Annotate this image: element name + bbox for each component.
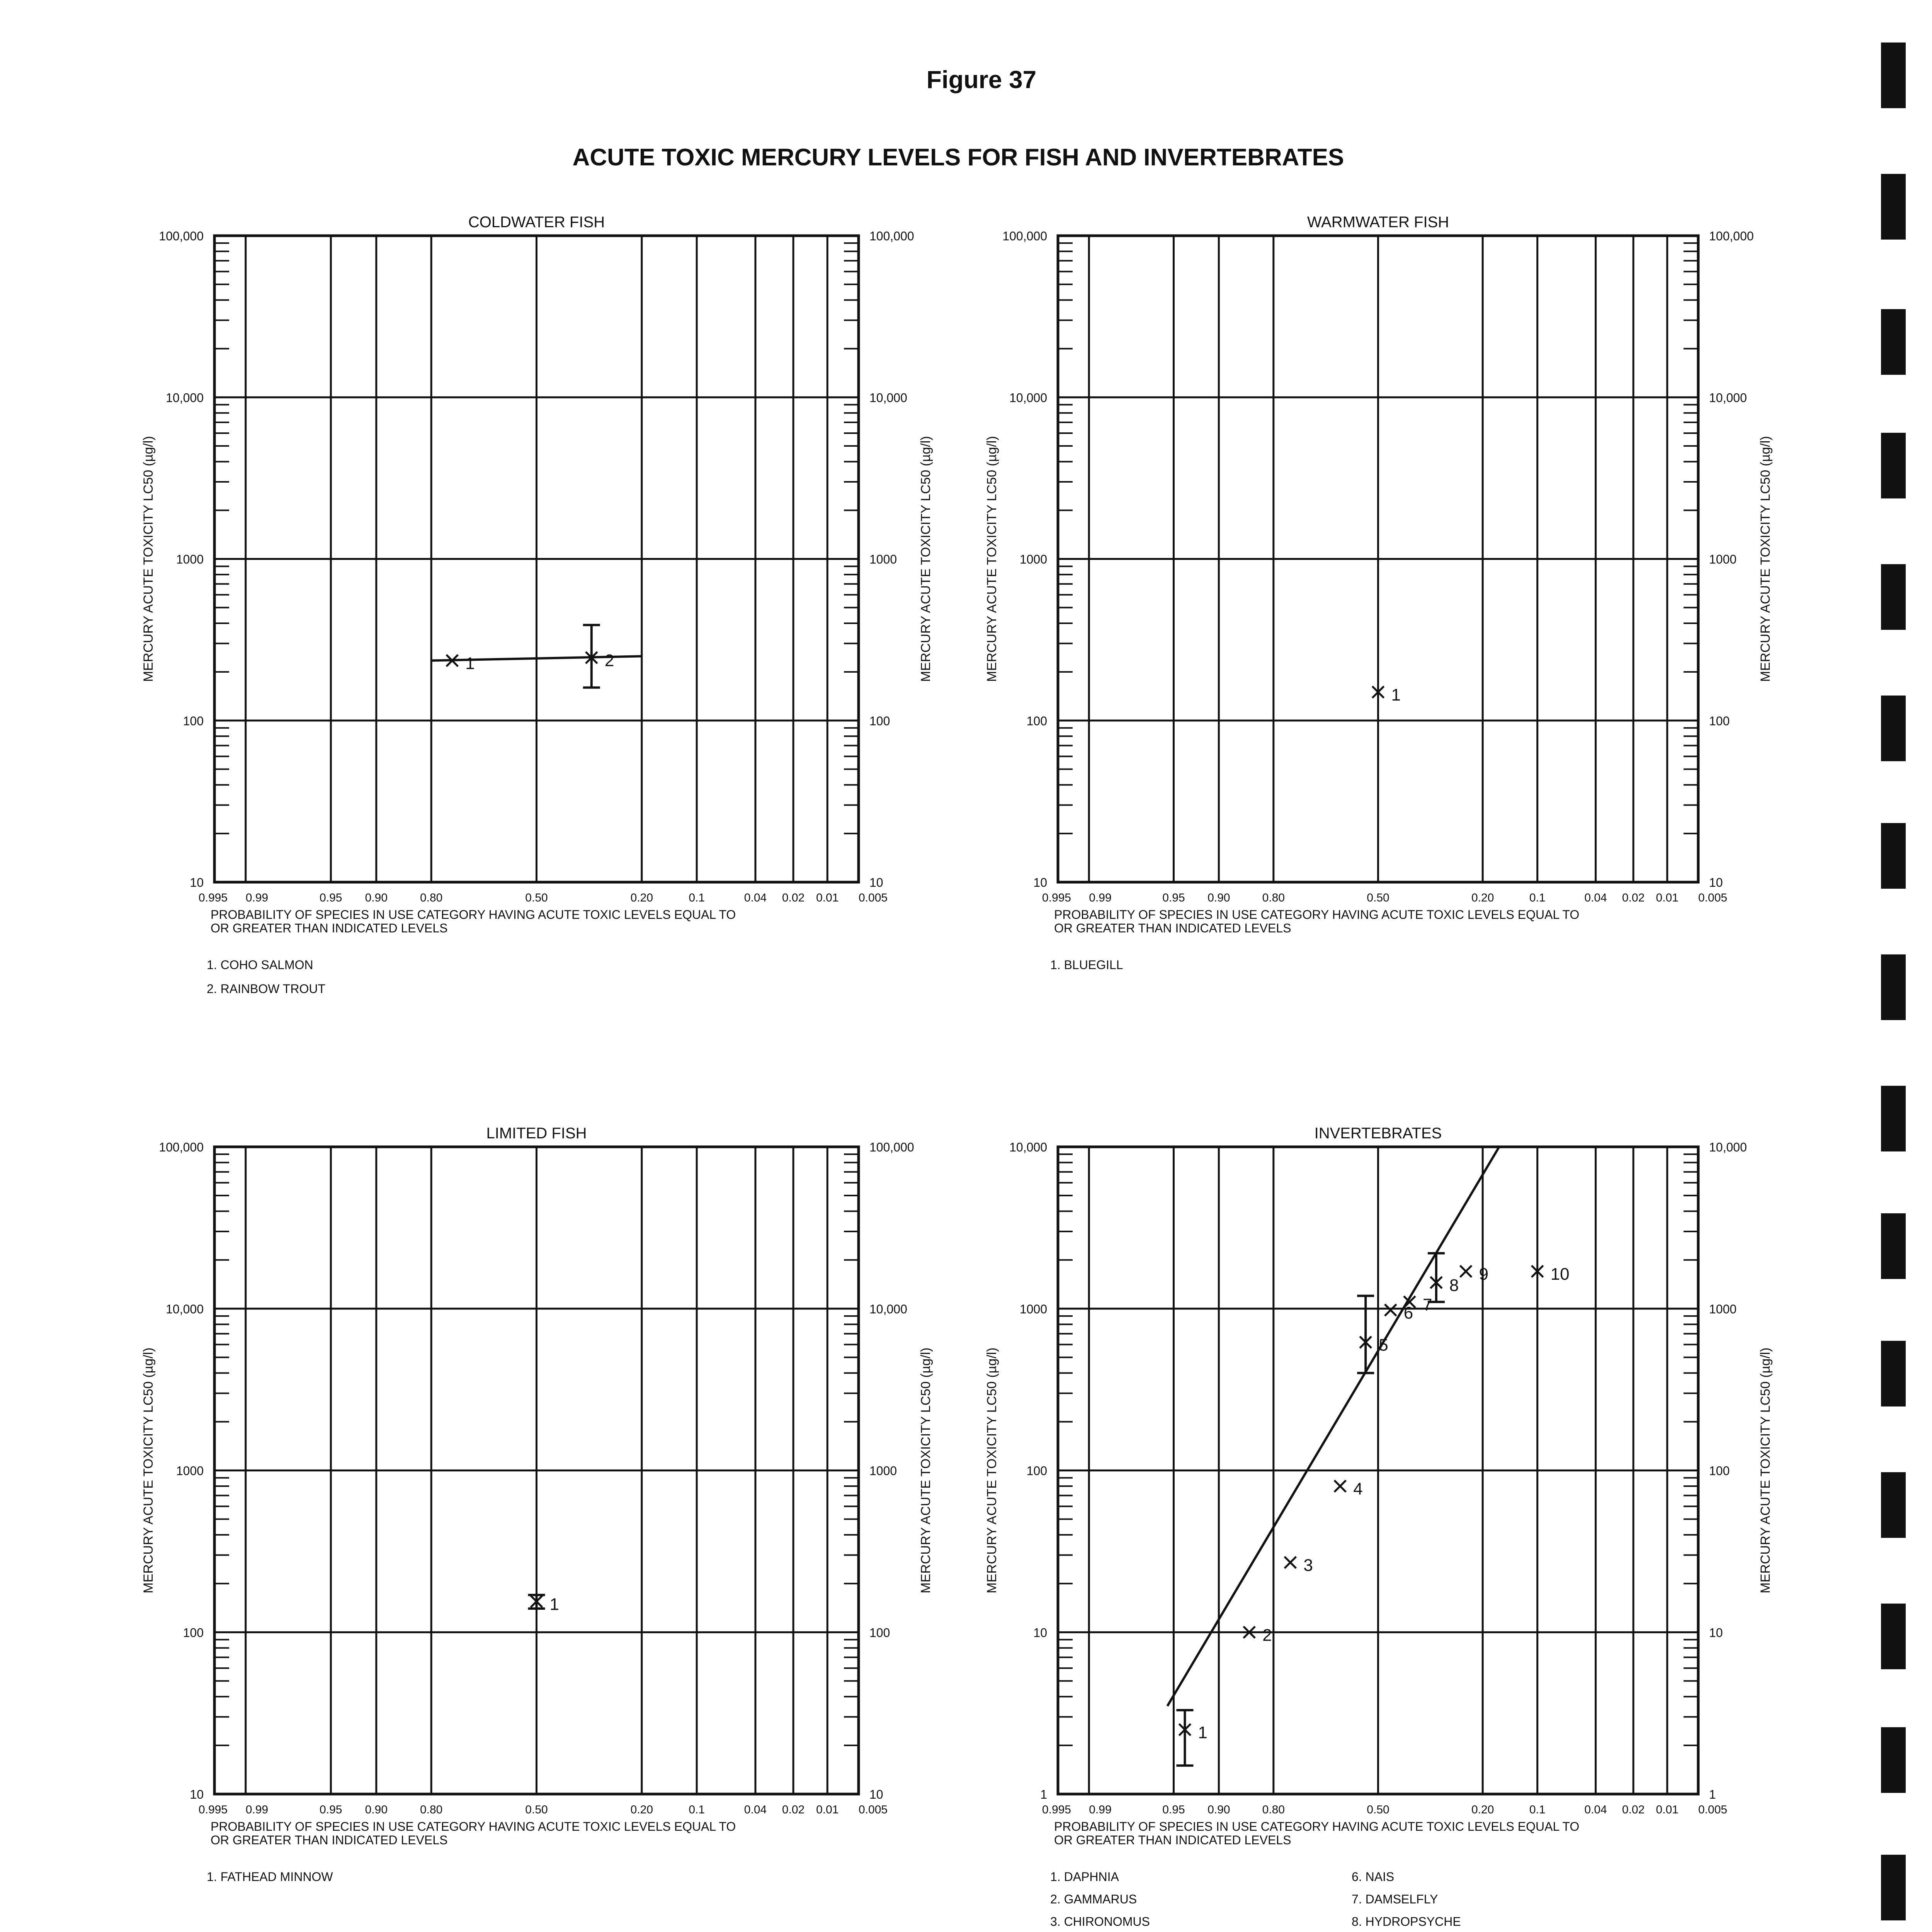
x-tick-label: 0.99 [245,1803,269,1816]
binder-mark [1881,1604,1906,1669]
species-label: 1. BLUEGILL [1050,958,1123,972]
y-tick-label: 100,000 [1002,229,1047,243]
x-tick-label: 0.04 [1584,891,1607,904]
point-label: 1 [465,654,475,673]
x-tick-label: 0.01 [1656,891,1679,904]
y-tick-label: 10,000 [1709,391,1747,405]
y-tick-label: 100 [869,714,890,728]
x-tick-label: 0.99 [1089,1803,1112,1816]
point-label: 9 [1479,1265,1489,1284]
chart-title: LIMITED FISH [486,1125,587,1142]
y-tick-label: 100 [1026,1464,1047,1478]
y-axis-title: MERCURY ACUTE TOXICITY LC50 (µg/l) [918,436,933,682]
y-tick-label: 10,000 [1009,391,1047,405]
x-axis-title: OR GREATER THAN INDICATED LEVELS [1054,1833,1291,1847]
y-tick-label: 100 [1026,714,1047,728]
x-tick-label: 0.04 [1584,1803,1607,1816]
x-tick-label: 0.01 [816,1803,839,1816]
species-label: 3. CHIRONOMUS [1050,1915,1150,1929]
x-tick-label: 0.1 [1529,1803,1546,1816]
x-tick-label: 0.90 [1208,891,1230,904]
x-tick-label: 0.99 [245,891,269,904]
binder-mark [1881,433,1906,498]
y-tick-label: 10 [1709,876,1723,889]
x-tick-label: 0.20 [1471,891,1494,904]
species-label: 6. NAIS [1352,1870,1395,1884]
y-tick-label: 10 [1033,1626,1047,1640]
data-point-3 [1284,1556,1313,1575]
x-tick-label: 0.80 [420,891,443,904]
chart-title: COLDWATER FISH [468,214,605,231]
species-label: 8. HYDROPSYCHE [1352,1915,1461,1929]
data-point-2 [1243,1626,1272,1645]
x-tick-label: 0.01 [1656,1803,1679,1816]
figure-label: Figure 37 [926,66,1037,94]
binder-mark [1881,1341,1906,1406]
x-axis-title: PROBABILITY OF SPECIES IN USE CATEGORY HAVING ACUTE TOXIC LEVELS EQUAL TO [1054,908,1580,922]
data-point-1 [446,654,474,673]
y-tick-label: 10,000 [869,1302,907,1316]
y-axis-title: MERCURY ACUTE TOXICITY LC50 (µg/l) [141,436,156,682]
data-point-9 [1460,1265,1488,1284]
data-point-6 [1385,1303,1413,1322]
species-label: 2. GAMMARUS [1050,1892,1137,1906]
x-tick-label: 0.50 [525,1803,548,1816]
binder-mark [1881,174,1906,240]
point-label: 2 [1262,1626,1272,1645]
x-tick-label: 0.90 [1208,1803,1230,1816]
y-tick-label: 1000 [869,552,897,566]
x-tick-label: 0.005 [1698,1803,1728,1816]
regression-line [1167,1147,1499,1706]
binder-mark [1881,1855,1906,1920]
binder-mark [1881,954,1906,1020]
x-tick-label: 0.005 [1698,891,1728,904]
x-tick-label: 0.04 [744,891,767,904]
x-tick-label: 0.02 [1622,1803,1645,1816]
x-tick-label: 0.95 [320,891,342,904]
x-tick-label: 0.50 [1367,1803,1389,1816]
y-tick-label: 10 [869,1787,883,1801]
x-tick-label: 0.50 [525,891,548,904]
binder-mark [1881,1213,1906,1279]
x-tick-label: 0.20 [630,1803,653,1816]
point-label: 4 [1353,1480,1363,1499]
y-tick-label: 10 [190,876,204,889]
x-tick-label: 0.04 [744,1803,767,1816]
y-axis-title: MERCURY ACUTE TOXICITY LC50 (µg/l) [918,1347,933,1594]
y-tick-label: 1 [1709,1787,1716,1801]
point-label: 6 [1403,1303,1413,1323]
x-tick-label: 0.02 [782,1803,805,1816]
y-tick-label: 1 [1040,1787,1047,1801]
y-axis-title: MERCURY ACUTE TOXICITY LC50 (µg/l) [1758,1347,1773,1594]
chart-coldwater-fish [141,214,933,996]
chart-limited-fish [141,1125,933,1884]
x-tick-label: 0.005 [859,891,888,904]
chart-title: INVERTEBRATES [1314,1125,1442,1142]
y-tick-label: 100 [183,1626,204,1640]
point-label: 7 [1422,1295,1432,1315]
y-axis-title: MERCURY ACUTE TOXICITY LC50 (µg/l) [1758,436,1773,682]
y-tick-label: 100 [1709,714,1730,728]
y-tick-label: 1000 [176,552,204,566]
binder-mark [1881,1086,1906,1151]
x-axis-title: PROBABILITY OF SPECIES IN USE CATEGORY HAVING ACUTE TOXIC LEVELS EQUAL TO [211,908,736,922]
x-tick-label: 0.02 [1622,891,1645,904]
y-tick-label: 100,000 [159,1140,204,1154]
y-tick-label: 100,000 [869,229,914,243]
x-tick-label: 0.01 [816,891,839,904]
binder-mark [1881,696,1906,761]
x-axis-title: PROBABILITY OF SPECIES IN USE CATEGORY HAVING ACUTE TOXIC LEVELS EQUAL TO [1054,1820,1580,1833]
y-tick-label: 1000 [176,1464,204,1478]
binder-mark [1881,1472,1906,1538]
x-tick-label: 0.80 [1262,1803,1285,1816]
x-tick-label: 0.95 [1162,1803,1185,1816]
species-label: 2. RAINBOW TROUT [207,982,325,996]
point-label: 1 [549,1595,559,1614]
y-tick-label: 10,000 [869,391,907,405]
x-tick-label: 0.1 [689,891,705,904]
chart-warmwater-fish [985,214,1773,972]
y-tick-label: 100 [869,1626,890,1640]
data-point-4 [1334,1480,1362,1498]
x-tick-label: 0.1 [1529,891,1546,904]
x-axis-title: OR GREATER THAN INDICATED LEVELS [211,921,448,935]
x-tick-label: 0.02 [782,891,805,904]
y-tick-label: 1000 [1019,1302,1047,1316]
y-axis-title: MERCURY ACUTE TOXICITY LC50 (µg/l) [985,1347,999,1594]
y-tick-label: 10 [1709,1626,1723,1640]
binder-mark [1881,43,1906,108]
x-axis-title: OR GREATER THAN INDICATED LEVELS [211,1833,448,1847]
x-tick-label: 0.1 [689,1803,705,1816]
x-tick-label: 0.90 [365,891,388,904]
figure-title: ACUTE TOXIC MERCURY LEVELS FOR FISH AND INVERTEBRATES [572,144,1344,171]
data-point-1 [1372,685,1401,704]
point-label: 10 [1550,1265,1570,1284]
y-axis-title: MERCURY ACUTE TOXICITY LC50 (µg/l) [985,436,999,682]
point-label: 5 [1379,1335,1388,1355]
y-tick-label: 10,000 [1709,1140,1747,1154]
data-point-1 [528,1595,559,1614]
data-point-1 [1176,1710,1207,1765]
x-tick-label: 0.995 [198,891,228,904]
point-label: 1 [1391,685,1401,705]
x-tick-label: 0.95 [1162,891,1185,904]
binder-mark [1881,309,1906,375]
y-tick-label: 100,000 [159,229,204,243]
y-tick-label: 1000 [1019,552,1047,566]
binder-marks [1881,43,1906,1932]
x-tick-label: 0.80 [420,1803,443,1816]
y-tick-label: 10 [190,1787,204,1801]
x-tick-label: 0.995 [1042,1803,1071,1816]
y-tick-label: 100 [1709,1464,1730,1478]
y-tick-label: 1000 [1709,552,1737,566]
point-label: 8 [1449,1276,1459,1295]
y-tick-label: 10 [1033,876,1047,889]
x-tick-label: 0.20 [630,891,653,904]
x-tick-label: 0.80 [1262,891,1285,904]
y-tick-label: 100 [183,714,204,728]
y-tick-label: 1000 [869,1464,897,1478]
y-tick-label: 1000 [1709,1302,1737,1316]
binder-mark [1881,564,1906,630]
x-tick-label: 0.50 [1367,891,1389,904]
x-tick-label: 0.95 [320,1803,342,1816]
species-label: 7. DAMSELFLY [1352,1892,1438,1906]
y-tick-label: 10,000 [1009,1140,1047,1154]
x-axis-title: OR GREATER THAN INDICATED LEVELS [1054,921,1291,935]
y-tick-label: 10 [869,876,883,889]
x-tick-label: 0.90 [365,1803,388,1816]
species-label: 1. DAPHNIA [1050,1870,1119,1884]
chart-invertebrates [985,1125,1773,1932]
y-axis-title: MERCURY ACUTE TOXICITY LC50 (µg/l) [141,1347,156,1594]
x-tick-label: 0.005 [859,1803,888,1816]
x-tick-label: 0.995 [1042,891,1071,904]
x-tick-label: 0.20 [1471,1803,1494,1816]
point-label: 1 [1198,1723,1208,1742]
y-tick-label: 100,000 [1709,229,1754,243]
x-axis-title: PROBABILITY OF SPECIES IN USE CATEGORY HAVING ACUTE TOXIC LEVELS EQUAL TO [211,1820,736,1833]
binder-mark [1881,823,1906,889]
y-tick-label: 10,000 [166,391,204,405]
y-tick-label: 100,000 [869,1140,914,1154]
point-label: 3 [1303,1556,1313,1575]
point-label: 2 [604,651,614,670]
chart-title: WARMWATER FISH [1307,214,1449,231]
y-tick-label: 10,000 [166,1302,204,1316]
species-label: 1. COHO SALMON [207,958,313,972]
species-label: 1. FATHEAD MINNOW [207,1870,333,1884]
x-tick-label: 0.99 [1089,891,1112,904]
binder-mark [1881,1727,1906,1793]
x-tick-label: 0.995 [198,1803,228,1816]
